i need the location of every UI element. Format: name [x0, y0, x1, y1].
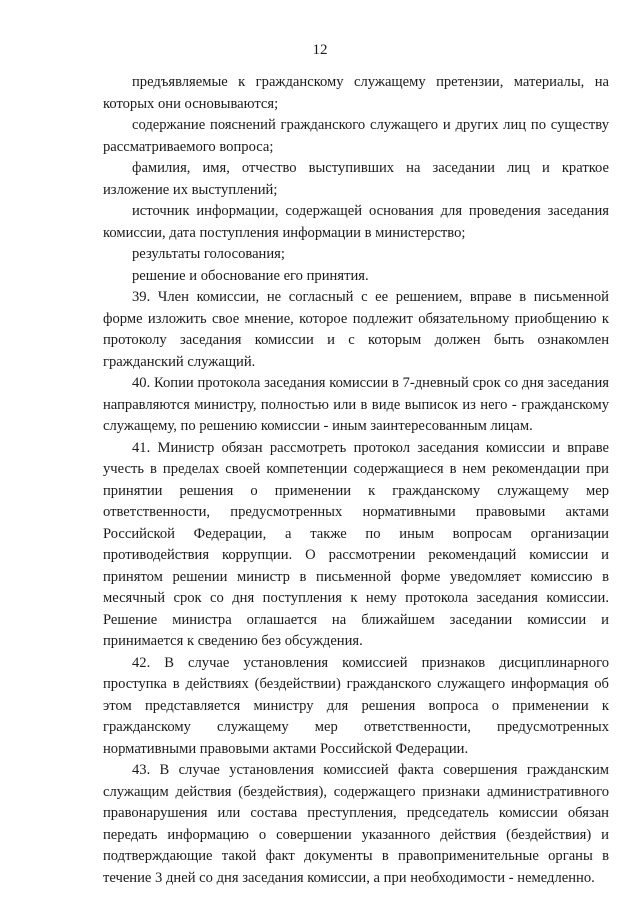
paragraph-42: 42. В случае установления комиссией признаков дисциплинарного проступка в действиях (бездействии) гражданского служащего информация об этом представляется министру для решения вопроса о применении к гражданскому служащему мер ответственности, предусмотренных нормативными правовыми актами Российской Федерации.: [103, 654, 609, 757]
paragraph-39: 39. Член комиссии, не согласный с ее решением, вправе в письменной форме изложить свое мнение, которое подлежит обязательному приобщению к протоколу заседания комиссии и с которым должен быть ознакомлен гражданский служащий.: [103, 289, 609, 370]
paragraph-1: предъявляемые к гражданскому служащему претензии, материалы, на которых они основываются;: [103, 74, 609, 112]
document-body: [103, 72, 609, 889]
paragraph-43: 43. В случае установления комиссией факта совершения гражданским служащим действия (бездействия), содержащего признаки административного правонарушения или состава преступления, председатель комиссии обязан передать информацию о совершении указанного действия (бездействия) и подтверждающие такой факт документы в правоприменительные органы в течение 3 дней со дня заседания комиссии, а при необходимости - немедленно.: [103, 762, 609, 886]
paragraph-5: результаты голосования;: [132, 246, 285, 262]
paragraph-41: 41. Министр обязан рассмотреть протокол заседания комиссии и вправе учесть в пределах своей компетенции содержащиеся в нем рекомендации при принятии решения о применении к гражданскому служащему мер ответственности, предусмотренных нормативными правовыми актами Российской Федерации, а также по иным вопросам организации противодействия коррупции. О рассмотрении рекомендаций комиссии и принятом решении министр в письменной форме уведомляет комиссию в месячный срок со дня поступления к нему протокола заседания комиссии. Решение министра оглашается на ближайшем заседании комиссии и принимается к сведению без обсуждения.: [103, 439, 609, 649]
paragraph-40: 40. Копии протокола заседания комиссии в 7-дневный срок со дня заседания направляются министру, полностью или в виде выписок из него - гражданскому служащему, по решению комиссии - иным заинтересованным лицам.: [103, 375, 609, 434]
paragraph-2: содержание пояснений гражданского служащего и других лиц по существу рассматриваемого вопроса;: [103, 117, 609, 155]
paragraph-4: источник информации, содержащей основания для проведения заседания комиссии, дата поступления информации в министерство;: [103, 203, 609, 241]
paragraph-3: фамилия, имя, отчество выступивших на заседании лиц и краткое изложение их выступлений;: [103, 160, 609, 198]
paragraph-6: решение и обоснование его принятия.: [132, 267, 369, 284]
page-number: 12: [312, 42, 328, 58]
